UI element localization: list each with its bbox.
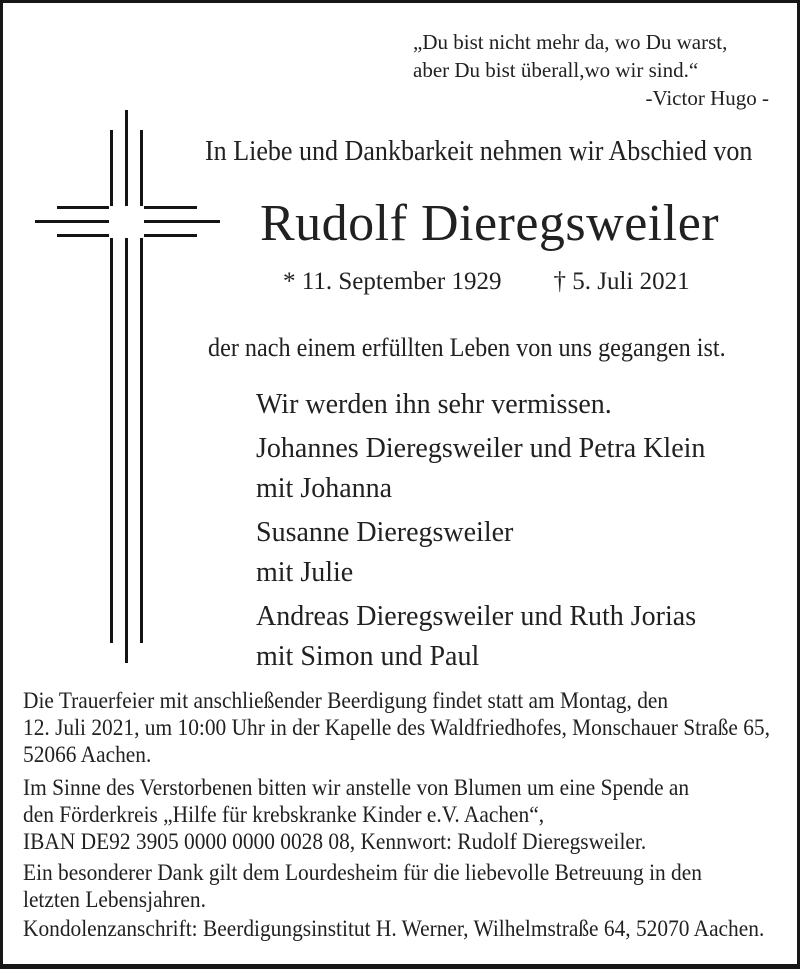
paragraph-line: letzten Lebensjahren. — [23, 887, 206, 912]
quote-line-1: „Du bist nicht mehr da, wo Du warst, — [413, 30, 728, 54]
dates-line — [283, 267, 690, 297]
mourner-entry — [256, 597, 705, 677]
donation-paragraph — [23, 774, 689, 855]
paragraph-line: Kondolenzanschrift: Beerdigungsinstitut H. Werner, Wilhelmstraße 64, 52070 Aachen. — [23, 916, 765, 941]
mourner-entry — [256, 429, 705, 509]
mourner-names: Johannes Dieregsweiler und Petra Klein — [256, 433, 706, 464]
death-date: † 5. Juli 2021 — [553, 268, 690, 295]
life-line: der nach einem erfüllten Leben von uns gegangen ist. — [208, 333, 726, 362]
paragraph-line: Ein besonderer Dank gilt dem Lourdesheim für die liebevolle Betreuung in den — [23, 860, 702, 885]
funeral-info-paragraph — [23, 687, 770, 768]
paragraph-line: IBAN DE92 3905 0000 0000 0028 08, Kennwort: Rudolf Dieregsweiler. — [23, 829, 647, 854]
paragraph-line: 52066 Aachen. — [23, 742, 152, 767]
mourner-children: mit Johanna — [256, 473, 393, 504]
condolence-address-paragraph — [23, 915, 764, 942]
paragraph-line: den Förderkreis „Hilfe für krebskranke Kinder e.V. Aachen“, — [23, 802, 545, 827]
mourner-entry — [256, 513, 705, 593]
quote-block — [413, 28, 771, 112]
intro-line: In Liebe und Dankbarkeit nehmen wir Abschied von — [205, 136, 753, 167]
thanks-paragraph — [23, 859, 702, 913]
mourner-children: mit Simon und Paul — [256, 641, 480, 672]
birth-date: * 11. September 1929 — [283, 268, 502, 295]
mourner-children: mit Julie — [256, 557, 354, 588]
mourner-names: Susanne Dieregsweiler — [256, 517, 514, 548]
paragraph-line: Im Sinne des Verstorbenen bitten wir anstelle von Blumen um eine Spende an — [23, 775, 690, 800]
farewell-line: Wir werden ihn sehr vermissen. — [256, 389, 612, 420]
mourners-block — [256, 385, 705, 681]
deceased-name: Rudolf Dieregsweiler — [260, 195, 720, 252]
paragraph-line: 12. Juli 2021, um 10:00 Uhr in der Kapelle des Waldfriedhofes, Monschauer Straße 65, — [23, 715, 770, 740]
mourner-names: Andreas Dieregsweiler und Ruth Jorias — [256, 601, 697, 632]
quote-line-2: aber Du bist überall,wo wir sind.“ — [413, 58, 699, 82]
quote-attribution: -Victor Hugo - — [645, 86, 769, 110]
paragraph-line: Die Trauerfeier mit anschließender Beerdigung findet statt am Montag, den — [23, 688, 669, 713]
